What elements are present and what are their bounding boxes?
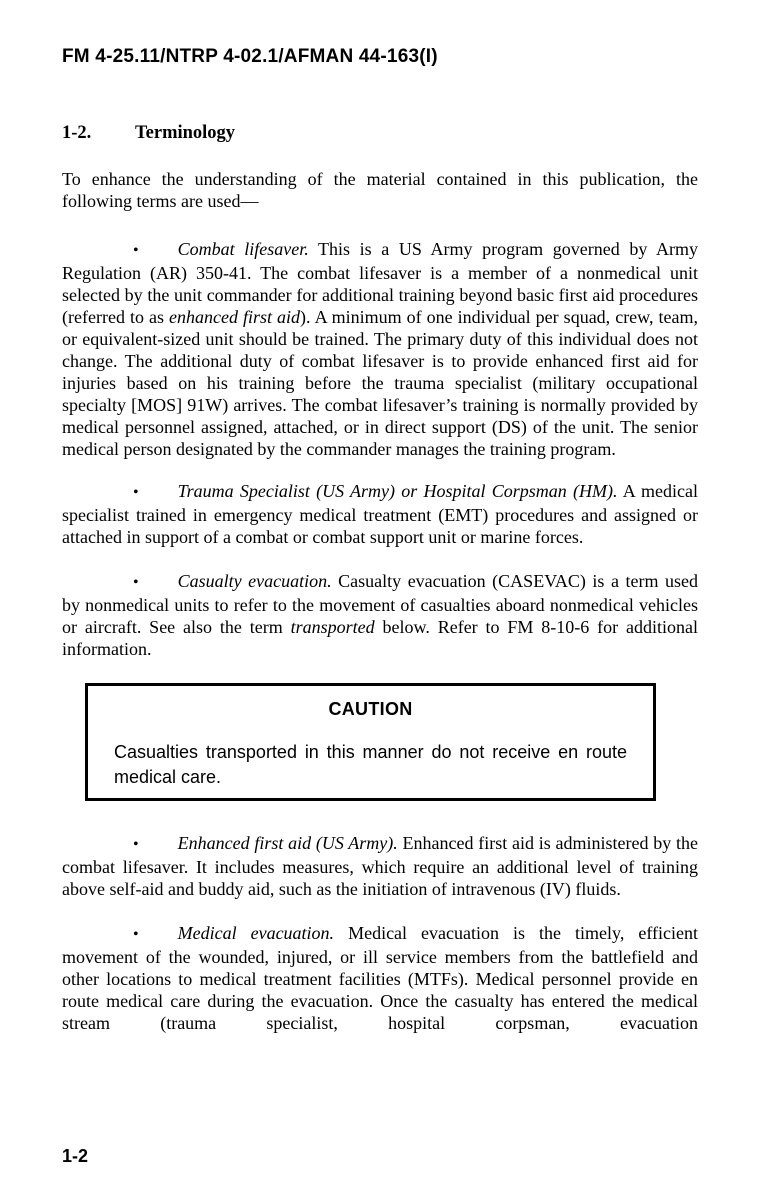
bullet-icon: • [133, 242, 139, 259]
body-text: Casualty evacuation (CASEVAC) is a term used by nonmedical units to refer to the movement of casualties aboard nonmedical vehicles or aircraft. See also the term [62, 571, 698, 637]
bullet-paragraph-medical-evacuation [62, 922, 698, 1034]
section-title: Terminology [135, 123, 236, 143]
caution-text: Casualties transported in this manner do not receive en route medical care. [114, 742, 627, 787]
bullet-icon: • [133, 484, 139, 501]
bullet-icon: • [133, 926, 139, 943]
term-italic: Trauma Specialist (US Army) or Hospital Corpsman (HM). [177, 481, 618, 501]
bullet-paragraph-trauma-specialist [62, 480, 698, 548]
page-number: 1-2 [62, 1146, 89, 1166]
body-text: Enhanced first aid is administered by the combat lifesaver. It includes measures, which require an additional level of training above self-aid and buddy aid, such as the initiation of intravenous (IV) fluids. [62, 833, 698, 899]
term-italic: Enhanced first aid (US Army). [177, 833, 398, 853]
body-text: Medical evacuation is the timely, efficient movement of the wounded, injured, or ill service members from the battlefield and other locations to medical treatment facilities (MTFs). Medical personnel provide en route medical care during the evacuation. Once the casualty has entered the medical stream (trauma specialist, hospital corpsman, evacuation [62, 923, 698, 1033]
body-text: below. Refer to FM 8-10-6 for additional information. [62, 617, 698, 659]
term-italic: enhanced first aid [169, 307, 301, 327]
bullet-paragraph-combat-lifesaver [62, 238, 698, 460]
caution-box [85, 683, 656, 801]
bullet-icon: • [133, 836, 139, 853]
term-italic: Medical evacuation. [177, 923, 335, 943]
document-header: FM 4-25.11/NTRP 4-02.1/AFMAN 44-163(I) [62, 46, 438, 67]
section-heading [62, 122, 698, 144]
body-text: ). A minimum of one individual per squad, crew, team, or equivalent-sized unit should be trained. The primary duty of this individual does not change. The additional duty of combat lifesaver is to provide enhanced first aid for injuries based on his training before the trauma specialist (military occupational specialty [MOS] 91W) arrives. The combat lifesaver’s training is normally provided by medical personnel assigned, attached, or in direct support (DS) of the unit. The senior medical person designated by the commander manages the training program. [62, 307, 699, 459]
body-text: A medical specialist trained in emergency medical treatment (EMT) procedures and assigned or attached in support of a combat or combat support unit or marine forces. [62, 481, 698, 547]
term-italic: Combat lifesaver. [177, 239, 309, 259]
bullet-paragraph-enhanced-first-aid [62, 832, 698, 900]
bullet-icon: • [133, 574, 139, 591]
term-italic: transported [290, 617, 375, 637]
term-italic: Casualty evacuation. [177, 571, 332, 591]
section-number: 1-2. [62, 123, 92, 143]
bullet-paragraph-casualty-evacuation [62, 570, 698, 660]
intro-paragraph: To enhance the understanding of the material contained in this publication, the following terms are used— [62, 169, 698, 211]
body-text: This is a US Army program governed by Army Regulation (AR) 350-41. The combat lifesaver is a member of a nonmedical unit selected by the unit commander for additional training beyond basic first aid procedures (referred to as [62, 239, 698, 327]
caution-title: CAUTION [328, 699, 413, 719]
